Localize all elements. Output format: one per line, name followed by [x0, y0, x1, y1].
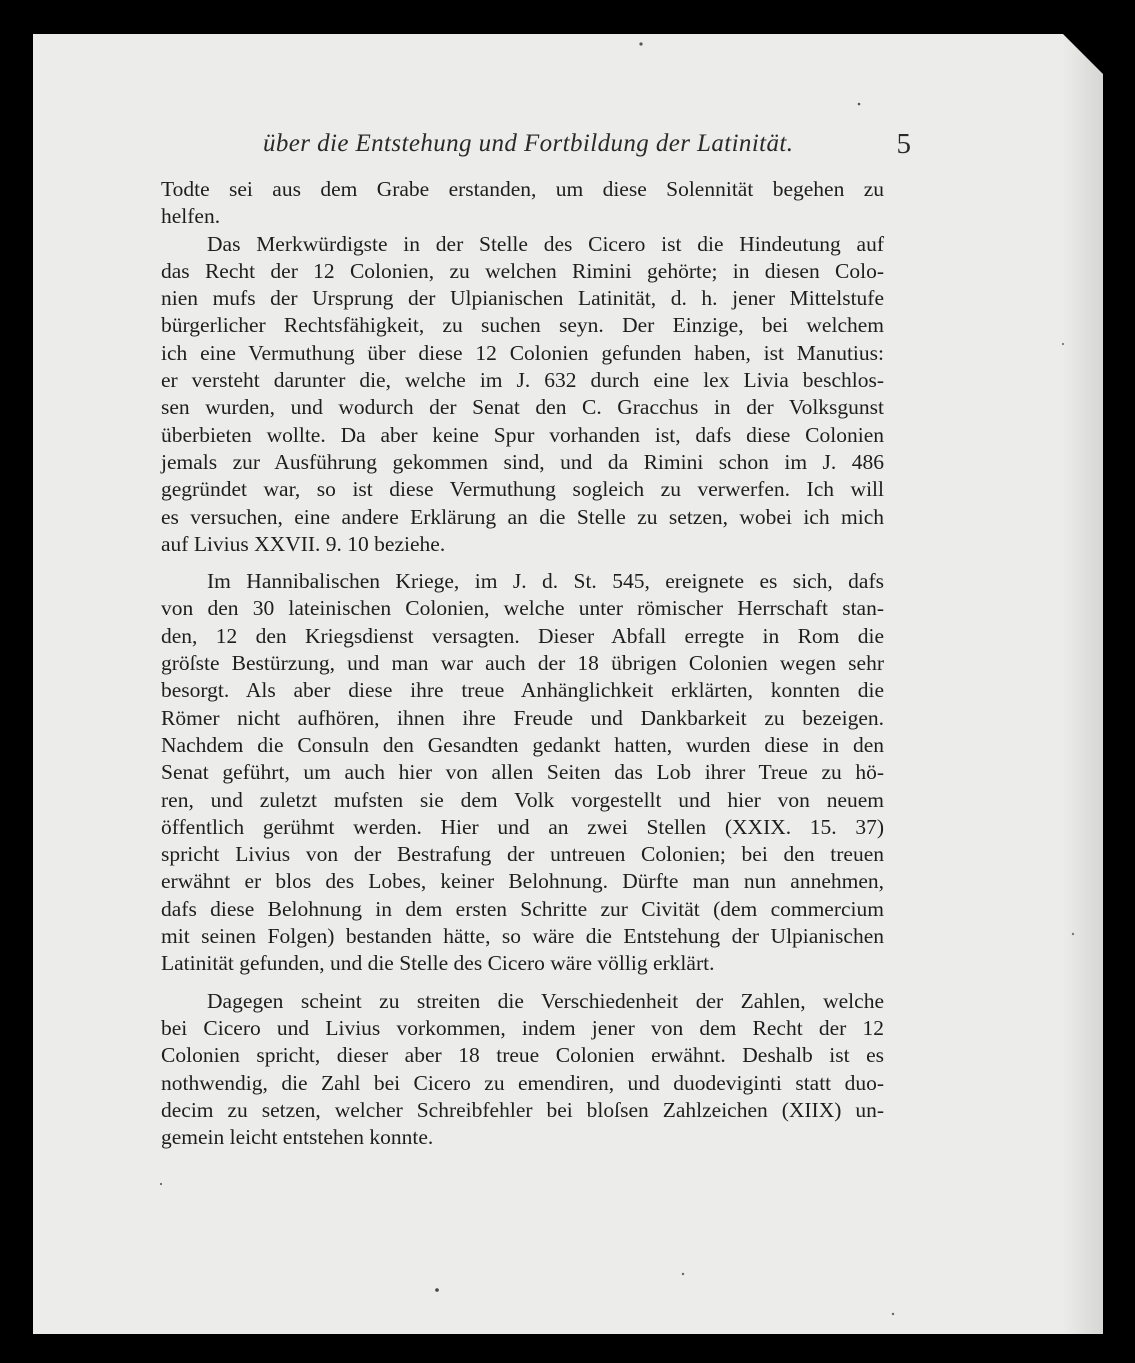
page-header — [223, 130, 913, 170]
text-line: überbieten wollte. Da aber keine Spur vorhanden ist, dafs diese Colonien — [161, 422, 884, 447]
text-line: das Recht der 12 Colonien, zu welchen Rimini gehörte; in diesen Colo- — [161, 258, 884, 283]
paragraph-gap — [161, 978, 884, 988]
text-line: bei Cicero und Livius vorkommen, indem jener von dem Recht der 12 — [161, 1015, 884, 1040]
page-number: 5 — [896, 128, 911, 160]
text-line: sen wurden, und wodurch der Senat den C. Gracchus in der Volksgunst — [161, 395, 884, 420]
page-corner — [1063, 34, 1103, 74]
paragraph — [161, 988, 884, 1152]
text-line: gröſste Bestürzung, und man war auch der 18 übrigen Colonien wegen sehr — [161, 651, 884, 676]
text-line: ren, und zuletzt mufsten sie dem Volk vorgestellt und hier von neuem — [161, 787, 884, 812]
text-line: Colonien spricht, dieser aber 18 treue Colonien erwähnt. Deshalb ist es — [161, 1043, 884, 1068]
body-text — [161, 176, 884, 1151]
book-page — [33, 34, 1103, 1334]
text-line: Dagegen scheint zu streiten die Verschiedenheit der Zahlen, welche — [207, 988, 884, 1013]
text-line: Nachdem die Consuln den Gesandten gedankt hatten, wurden diese in den — [161, 732, 884, 757]
text-line: spricht Livius von der Bestrafung der untreuen Colonien; bei den treuen — [161, 842, 884, 867]
paragraph-gap — [161, 558, 884, 568]
text-line: mit seinen Folgen) bestanden hätte, so wäre die Entstehung der Ulpianischen — [161, 924, 884, 949]
text-line: öffentlich gerühmt werden. Hier und an zwei Stellen (XXIX. 15. 37) — [161, 814, 884, 839]
text-line: Im Hannibalischen Kriege, im J. d. St. 545, ereignete es sich, dafs — [207, 569, 884, 594]
text-line: Todte sei aus dem Grabe erstanden, um diese Solennität begehen zu — [161, 177, 884, 201]
text-line: den, 12 den Kriegsdienst versagten. Dieser Abfall erregte in Rom die — [161, 623, 884, 648]
text-line: dafs diese Belohnung in dem ersten Schritte zur Civität (dem commercium — [161, 896, 884, 921]
text-line: jemals zur Ausführung gekommen sind, und da Rimini schon im J. 486 — [161, 449, 884, 474]
text-line: Latinität gefunden, und die Stelle des Cicero wäre völlig erklärt. — [161, 951, 715, 976]
paragraph — [161, 231, 884, 559]
text-line: von den 30 lateinischen Colonien, welche unter römischer Herrschaft stan- — [161, 596, 884, 621]
page-edge-shadow — [1063, 34, 1103, 1334]
running-title: über die Entstehung und Fortbildung der Latinität. — [263, 130, 794, 157]
text-line: besorgt. Als aber diese ihre treue Anhänglichkeit erklärten, konnten die — [161, 678, 884, 703]
text-line: helfen. — [161, 204, 221, 229]
paragraph — [161, 568, 884, 977]
text-line: gemein leicht entstehen konnte. — [161, 1125, 434, 1150]
text-line: Das Merkwürdigste in der Stelle des Cicero ist die Hindeutung auf — [207, 231, 884, 256]
text-line: Römer nicht aufhören, ihnen ihre Freude und Dankbarkeit zu bezeigen. — [161, 705, 884, 730]
text-line: erwähnt er blos des Lobes, keiner Belohnung. Dürfte man nun annehmen, — [161, 869, 884, 894]
text-line: er versteht darunter die, welche im J. 632 durch eine lex Livia beschlos- — [161, 368, 884, 393]
text-line: es versuchen, eine andere Erklärung an die Stelle zu setzen, wobei ich mich — [161, 504, 884, 529]
text-line: decim zu setzen, welcher Schreibfehler bei bloſsen Zahlzeichen (XIIX) un- — [161, 1097, 884, 1122]
text-line: bürgerlicher Rechtsfähigkeit, zu suchen seyn. Der Einzige, bei welchem — [161, 313, 884, 338]
text-line: nothwendig, die Zahl bei Cicero zu emendiren, und duodeviginti statt duo- — [161, 1070, 884, 1095]
paragraph — [161, 176, 884, 231]
text-line: ich eine Vermuthung über diese 12 Colonien gefunden haben, ist Manutius: — [161, 340, 884, 365]
text-line: Senat geführt, um auch hier von allen Seiten das Lob ihrer Treue zu hö- — [161, 760, 884, 785]
text-line: nien mufs der Ursprung der Ulpianischen Latinität, d. h. jener Mittelstufe — [161, 286, 884, 311]
text-line: auf Livius XXVII. 9. 10 beziehe. — [161, 531, 446, 556]
text-line: gegründet war, so ist diese Vermuthung sogleich zu verwerfen. Ich will — [161, 477, 884, 502]
